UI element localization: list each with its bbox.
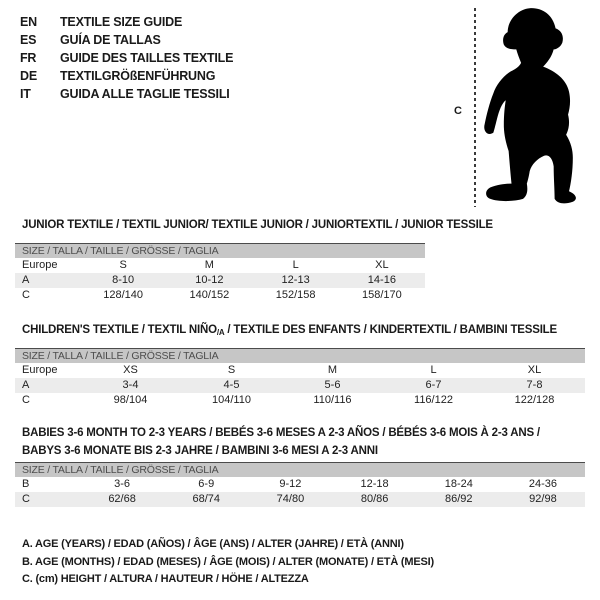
size-value: 5-6 bbox=[324, 379, 341, 391]
size-value: 14-16 bbox=[367, 274, 396, 286]
footnote-b: B. AGE (MONTHS) / EDAD (MESES) / ÂGE (MOIS) / ALTER (MONATE) / ETÀ (MESI) bbox=[22, 555, 434, 568]
size-value: 152/158 bbox=[275, 289, 316, 301]
row-label: B bbox=[22, 478, 30, 490]
size-value: 104/110 bbox=[212, 394, 251, 406]
footnote-c: C. (cm) HEIGHT / ALTURA / HAUTEUR / HÖHE / ALTEZZA bbox=[22, 573, 309, 585]
language-code: IT bbox=[20, 87, 31, 101]
size-table-children bbox=[15, 348, 585, 408]
language-row-fr bbox=[20, 49, 233, 67]
size-value: 92/98 bbox=[529, 493, 557, 505]
table-rows-children bbox=[15, 363, 585, 408]
title-subscript: /A bbox=[216, 328, 225, 337]
language-row-es bbox=[20, 31, 233, 49]
row-label: Europe bbox=[22, 259, 58, 271]
language-title: GUIDA ALLE TAGLIE TESSILI bbox=[60, 87, 230, 101]
language-code: FR bbox=[20, 51, 37, 65]
size-value: 68/74 bbox=[192, 493, 221, 505]
language-row-en bbox=[20, 13, 233, 31]
language-list bbox=[20, 13, 233, 103]
language-row-it bbox=[20, 85, 233, 103]
size-value: L bbox=[292, 259, 299, 271]
size-value: 10-12 bbox=[195, 274, 224, 286]
size-table-junior bbox=[15, 243, 425, 303]
size-value: 4-5 bbox=[223, 379, 240, 391]
table-row bbox=[15, 258, 425, 273]
size-value: 98/104 bbox=[113, 394, 148, 406]
language-title: TEXTILGRÖßENFÜHRUNG bbox=[60, 69, 216, 83]
size-value: M bbox=[327, 364, 338, 376]
size-value: 24-36 bbox=[528, 478, 558, 490]
section-title-junior: JUNIOR TEXTILE / TEXTIL JUNIOR/ TEXTILE JUNIOR / JUNIORTEXTIL / JUNIOR TESSILE bbox=[22, 219, 493, 231]
row-label: C bbox=[22, 493, 30, 505]
size-value: 80/86 bbox=[360, 493, 389, 505]
row-label: A bbox=[22, 379, 30, 391]
size-value: 6-7 bbox=[425, 379, 442, 391]
language-code: DE bbox=[20, 69, 37, 83]
table-row bbox=[15, 273, 425, 288]
size-value: 74/80 bbox=[276, 493, 305, 505]
section-title-babies bbox=[22, 424, 540, 460]
size-header-bar: SIZE / TALLA / TAILLE / GRÖSSE / TAGLIA bbox=[15, 243, 425, 258]
size-value: 128/140 bbox=[103, 289, 143, 301]
size-value: M bbox=[204, 259, 214, 271]
size-value: 3-4 bbox=[122, 379, 139, 391]
language-title: GUÍA DE TALLAS bbox=[60, 33, 161, 47]
size-value: 140/152 bbox=[189, 289, 230, 301]
size-value: 12-13 bbox=[281, 274, 310, 286]
table-row bbox=[15, 393, 585, 408]
size-value: 8-10 bbox=[112, 274, 135, 286]
table-row bbox=[15, 477, 585, 492]
table-row bbox=[15, 378, 585, 393]
size-value: S bbox=[119, 259, 127, 271]
size-value: XS bbox=[123, 364, 138, 376]
table-row bbox=[15, 492, 585, 507]
table-rows-babies bbox=[15, 477, 585, 507]
row-label: C bbox=[22, 289, 30, 301]
size-value: 110/116 bbox=[313, 394, 352, 406]
table-rows-junior bbox=[15, 258, 425, 303]
row-label: Europe bbox=[22, 364, 58, 376]
language-title: TEXTILE SIZE GUIDE bbox=[60, 15, 183, 29]
size-header-bar: SIZE / TALLA / TAILLE / GRÖSSE / TAGLIA bbox=[15, 462, 585, 477]
section-title-children bbox=[22, 321, 557, 342]
size-value: 86/92 bbox=[445, 493, 473, 505]
title-line-2: BABYS 3-6 MONATE BIS 2-3 JAHRE / BAMBINI 3-6 MESI A 2-3 ANNI bbox=[22, 445, 378, 457]
height-dotted-line bbox=[474, 8, 476, 207]
size-value: S bbox=[227, 364, 236, 376]
size-header-bar: SIZE / TALLA / TAILLE / GRÖSSE / TAGLIA bbox=[15, 348, 585, 363]
row-label: A bbox=[22, 274, 30, 286]
baby-silhouette-icon bbox=[477, 2, 592, 208]
size-value: 9-12 bbox=[279, 478, 302, 490]
size-value: 116/122 bbox=[414, 394, 453, 406]
footnote-a: A. AGE (YEARS) / EDAD (AÑOS) / ÂGE (ANS) / ALTER (JAHRE) / ETÀ (ANNI) bbox=[22, 538, 404, 550]
language-title: GUIDE DES TAILLES TEXTILE bbox=[60, 51, 234, 65]
footnotes bbox=[22, 536, 434, 589]
title-text: / TEXTILE DES ENFANTS / KINDERTEXTIL / BAMBINI TESSILE bbox=[224, 324, 557, 336]
size-value: 7-8 bbox=[526, 379, 543, 391]
size-value: 62/68 bbox=[108, 493, 136, 505]
title-text: CHILDREN'S TEXTILE / TEXTIL NIÑO bbox=[22, 324, 217, 336]
size-value: 158/170 bbox=[361, 289, 402, 301]
size-value: XL bbox=[527, 364, 542, 376]
size-value: 6-9 bbox=[198, 478, 215, 490]
language-row-de bbox=[20, 67, 233, 85]
size-value: 12-18 bbox=[360, 478, 389, 490]
title-line-1: BABIES 3-6 MONTH TO 2-3 YEARS / BEBÉS 3-6 MESES A 2-3 AÑOS / BÉBÉS 3-6 MOIS À 2-3 ANS / bbox=[22, 427, 540, 439]
size-value: 18-24 bbox=[444, 478, 473, 490]
row-label: C bbox=[22, 394, 30, 406]
table-row bbox=[15, 363, 585, 378]
height-label: C bbox=[454, 105, 462, 117]
size-value: L bbox=[430, 364, 437, 376]
table-row bbox=[15, 288, 425, 303]
size-value: 122/128 bbox=[514, 394, 555, 406]
size-value: XL bbox=[375, 259, 389, 271]
size-table-babies bbox=[15, 462, 585, 507]
language-code: ES bbox=[20, 33, 37, 47]
language-code: EN bbox=[20, 15, 37, 29]
size-value: 3-6 bbox=[114, 478, 131, 490]
